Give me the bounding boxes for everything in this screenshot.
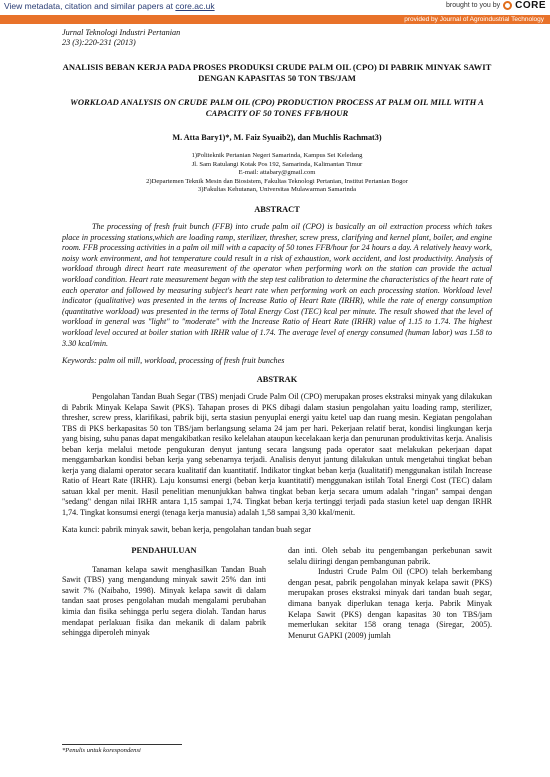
abstract-text: The processing of fresh fruit bunch (FFB) into crude palm oil (CPO) is basically an oil extraction process which takes place in processing stations,which are loading ramp, sterilizer, thresher, screw press, clarifying and kernel plant, boiler, and engine room. FFB processing activities in a palm oil mill with a capacity of 50 tones FFB/hour for 24 hours a day. A relatively heavy work, noisy work environment, and hot temperature could result in a risk of exhaustion, work accident, and lost productivity. Analysis of workload through direct heart rate measurement of the operator when performing work on the station can provide the actual workload condition. Heart rate measurement began with the step test calibration to determine the characteristics of the heart rate of each operator and followed by measuring subject's heart rate when performing work on each processing station. Workload level indicator (qualitative) was presented in the terms of Increase Ratio of Heart Rate (IRHR), while the rate of energy consumption (quantitative workload) was presented in the terms of Total Energy Cost (TEC) kcal per minute. The result showed that the level of workload in general was "light" to "moderate" with the Increase Ratio of Heart Rate (IRHR) value of 1.15 to 1.74. The highest workload level occured at boiler station with IRHR value of 1.74. The average level of energy consumed (human labor) was 1.58 to 3.30 kcal/min. bbox=[62, 221, 492, 348]
journal-name: Jurnal Teknologi Industri Pertanian bbox=[62, 28, 181, 37]
core-link[interactable]: core.ac.uk bbox=[175, 1, 215, 11]
affiliations bbox=[62, 152, 492, 195]
intro-paragraph-1-cont: dan inti. Oleh sebab itu pengembangan perkebunan sawit selalu diiringi dengan pembangunan pabrik. bbox=[288, 546, 492, 566]
paper-title-english: WORKLOAD ANALYSIS ON CRUDE PALM OIL (CPO) PRODUCTION PROCESS AT PALM OIL MILL WITH A CAPACITY OF 50 TONES FFB/HOUR bbox=[70, 97, 484, 118]
right-column bbox=[288, 546, 492, 641]
brought-by-text: brought to you by bbox=[446, 2, 501, 9]
provider-text[interactable]: provided by Journal of Agroindustrial Technology bbox=[404, 16, 544, 23]
kata-kunci: Kata kunci: pabrik minyak sawit, beban kerja, pengolahan tandan buah segar bbox=[62, 525, 312, 535]
core-branding bbox=[446, 0, 546, 11]
body-columns bbox=[62, 546, 492, 641]
footnote-divider bbox=[62, 744, 182, 745]
footnote: *Penulis untuk korespondensi bbox=[62, 747, 141, 754]
core-logo-icon bbox=[503, 1, 512, 10]
author-list: M. Atta Bary1)*, M. Faiz Syuaib2), dan Muchlis Rachmat3) bbox=[172, 133, 382, 142]
core-banner bbox=[0, 0, 550, 14]
affiliation-1-address: Jl. Sam Ratulangi Kotak Pos 192, Samarinda, Kalimantan Timur bbox=[191, 160, 363, 168]
paper-title-indonesian: ANALISIS BEBAN KERJA PADA PROSES PRODUKSI CRUDE PALM OIL (CPO) DI PABRIK MINYAK SAWIT DENGAN KAPASITAS 50 TON TBS/JAM bbox=[62, 62, 492, 83]
abstrak-heading: ABSTRAK bbox=[256, 375, 298, 385]
intro-paragraph-2: Industri Crude Palm Oil (CPO) telah berkembang dengan pesat, pabrik pengolahan minyak kelapa sawit (PKS) merupakan proses ekstraksi minyak dari tandan buah segar, dimana banyak diperlukan tenaga kerja. Pabrik Minyak Kelapa Sawit (PKS) dengan kapasitas 30 ton TBS/jam memerlukan sekitar 158 orang tenaga (Siregar, 2005). Menurut GAPKI (2009) jumlah bbox=[288, 567, 492, 640]
author-email: E-mail: attabary@gmail.com bbox=[238, 169, 316, 177]
keywords: Keywords: palm oil mill, workload, processing of fresh fruit bunches bbox=[62, 356, 285, 366]
paper-page bbox=[62, 28, 492, 641]
affiliation-1: 1)Politeknik Pertanian Negeri Samarinda, Kampus Sei Keledang bbox=[191, 152, 363, 159]
abstrak-text: Pengolahan Tandan Buah Segar (TBS) menjadi Crude Palm Oil (CPO) merupakan proses ekstraksi minyak yang dilakukan di Pabrik Minyak Kelapa Sawit (PKS). Tahapan proses di PKS dibagi dalam stasiun pengolahan yaitu loading ramp, sterilizer, thresher, screw press, klarifikasi, pabrik biji, serta stasiun penyuplai energi yaitu ketel uap dan ruang mesin. Kegiatan pengolahan TBS di PKS berkapasitas 50 ton TBS/jam berlangsung selama 24 jam per hari. Pekerjaan relatif berat, kondisi lingkungan kerja yang bising, suhu panas dapat mengakibatkan resiko kelelahan ataupun kecelakaan kerja dan penurunan produktivitas kerja. Analisis beban kerja melalui metode pengukuran denyut jantung secara langsung pada operator saat melakukan pekerjaan dapat menggambarkan kondisi beban kerja yang sebenarnya terjadi. Analisis denyut jantung dilakukan untuk mengetahui tingkat beban kerja yang dialami operator secara kualitatif dan kuantitatif. Indikator tingkat beban kerja (kualitatif) menggunakan istilah Increase Ratio of Heart Rate (IRHR). Laju konsumsi energi (beban kerja kuantitatif) menggunakan istilah Total Energi Cost (TEC) dalam satuan kkal per menit. Hasil penelitian menunjukkan bahwa tingkat beban kerja secara umum adalah "ringan" sampai dengan "sedang" dengan nilai IRHR antara 1,15 sampai 1,74. Tingkat beban kerja tertinggi terjadi pada stasiun ketel uap dengan IRHR 1,74. Tingkat konsumsi energi (tenaga kerja manusia) adalah 1,58 sampai 3,30 kkal/menit. bbox=[62, 392, 492, 517]
introduction-heading: PENDAHULUAN bbox=[131, 546, 197, 556]
affiliation-3: 3)Fakultas Kehutanan, Universitas Mulawarman Samarinda bbox=[197, 186, 357, 194]
intro-paragraph-1: Tanaman kelapa sawit menghasilkan Tandan Buah Sawit (TBS) yang mengandung minyak sawit 25% dan inti sawit 7% (Naibaho, 1998). Minyak kelapa sawit di dalam tandan saat proses pengolahan mudah mengalami perubahan kimia dan fisika sehingga perlu segera diolah. Tandan harus mendapat perlakuan fisika dan mekanik di dalam pabrik sehingga diperoleh minyak bbox=[62, 564, 266, 638]
banner-text: View metadata, citation and similar papers at bbox=[4, 1, 173, 11]
core-logo[interactable]: CORE bbox=[515, 0, 546, 11]
metadata-link-text bbox=[4, 1, 215, 11]
provider-bar bbox=[0, 15, 550, 24]
affiliation-2: 2)Departemen Teknik Mesin dan Biosistem, Fakultas Teknologi Pertanian, Institut Pertanian Bogor bbox=[146, 177, 408, 185]
abstract-heading: ABSTRACT bbox=[254, 204, 300, 214]
journal-header bbox=[62, 28, 492, 48]
left-column bbox=[62, 546, 266, 641]
journal-volume: 23 (3):220-231 (2013) bbox=[62, 38, 136, 47]
